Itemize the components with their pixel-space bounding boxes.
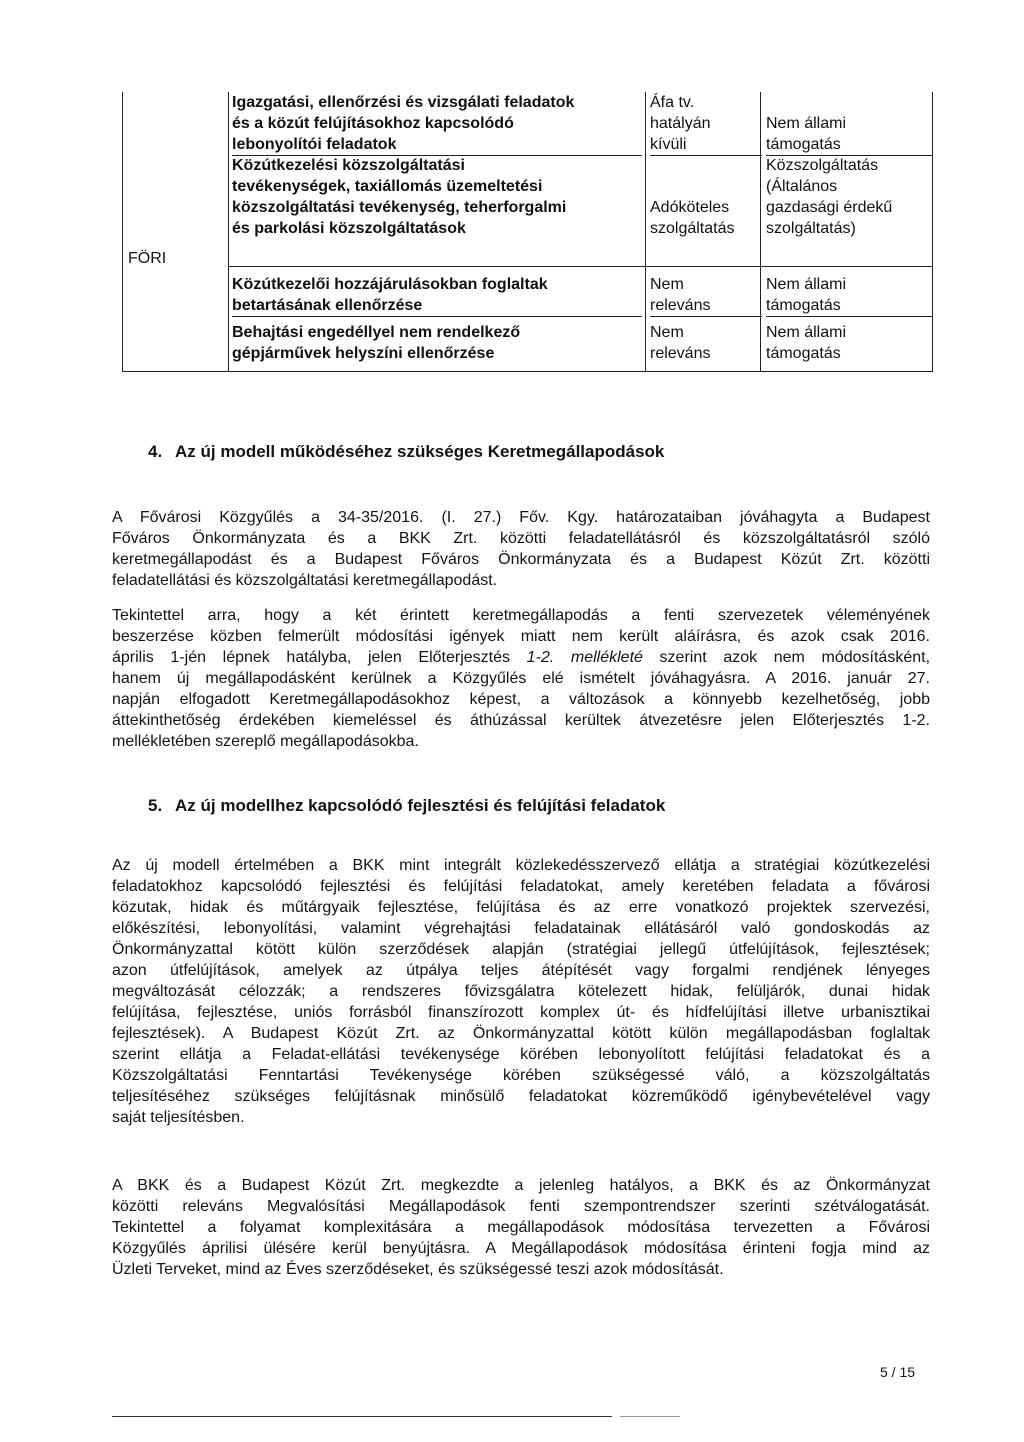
text-line: feladatellátási és közszolgáltatási keretmegállapodást. (112, 572, 498, 589)
text-line: Közgyűlés áprilisi ülésére kerül benyújtásra. A Megállapodások módosítása érinteni fogja mind az (112, 1240, 930, 1257)
text-line: mellékletében szereplő megállapodásokba. (112, 733, 419, 750)
text-line: Az új modell értelmében a BKK mint integrált közlekedésszervező ellátja a stratégiai közútkezelési (112, 857, 930, 874)
table-row-separator (645, 266, 761, 267)
cell-line: szolgáltatás (650, 220, 735, 237)
section-5-paragraph-1 (112, 855, 930, 1128)
text-line: hanem új megállapodásként kerülnek a Közgyűlés elé ismételt jóváhagyásra. A 2016. január 27. (112, 670, 930, 687)
text-line: beszerzése közben felmerült módosítási igények miatt nem került aláírásra, és azok csak 2016. (112, 628, 930, 645)
cell-line: Áfa tv. (650, 94, 695, 111)
text-line: felújítása, fejlesztése, uniós forrásból finanszírozott komplex út- és hídfelújítási illetve urbanisztikai (112, 1004, 930, 1021)
text-segment: április 1-jén lépnek hatályba, jelen Előterjesztés (112, 649, 527, 666)
cell-line: gépjárművek helyszíni ellenőrzése (232, 345, 495, 362)
text-line: közutak, hidak és műtárgyaik fejlesztése, felújítása és az erre vonatkozó projektek szervezési, (112, 899, 930, 916)
table-cell-task (232, 155, 566, 239)
text-line: keretmegállapodást és a Budapest Főváros Önkormányzata és a Budapest Közút Zrt. közötti (112, 551, 930, 568)
text-line: teljesítéséhez szükséges felújításnak minősülő feladatokat közreműködő igénybevételével vagy (112, 1088, 930, 1105)
text-line: megváltozását célozzák; a rendszeres fővizsgálatra kötelezett hidak, felüljárók, dunai hidak (112, 983, 930, 1000)
footer-rule-faint (620, 1416, 680, 1417)
text-line: Tekintettel a folyamat komplexitására a megállapodások módosítása tervezetten a Fővárosi (112, 1219, 930, 1236)
table-cell-task (232, 274, 642, 317)
cell-line: Nem (650, 324, 684, 341)
text-line (112, 647, 930, 668)
text-line: Közszolgáltatási Fenntartási Tevékenysége körében szükségessé váló, a közszolgáltatás (112, 1067, 930, 1084)
text-line: fejlesztések). A Budapest Közút Zrt. az Önkormányzattal kötött külön megállapodásban foglaltak (112, 1025, 930, 1042)
text-line: közötti releváns Megvalósítási Megállapodások fenti szempontrendszer szerinti szétválogatását. (112, 1198, 930, 1215)
section-title: Az új modell működéséhez szükséges Keretmegállapodások (175, 442, 665, 461)
text-line: előkészítési, lebonyolítási, valamint végrehajtási feladatainak ellátásáról való gondoskodás az (112, 920, 930, 937)
text-line: szerint ellátja a Feladat-ellátási tevékenysége körében lebonyolított felújítási feladatokat és a (112, 1046, 930, 1063)
cell-line: Közszolgáltatás (766, 157, 879, 174)
section-title: Az új modellhez kapcsolódó fejlesztési és felújítási feladatok (175, 796, 666, 815)
table-border-left (122, 92, 123, 372)
section-number: 5. (148, 796, 163, 815)
text-line: azon útfelújítások, amelyek az útpálya teljes átépítését vagy forgalmi rendjének lényeges (112, 962, 930, 979)
text-line: Üzleti Terveket, mind az Éves szerződéseket, és szükségessé teszi azok módosítását. (112, 1261, 724, 1278)
text-line: napján elfogadott Keretmegállapodásokhoz képest, a változások a könnyebb kezelhetőség, jobb (112, 691, 930, 708)
row-header-fori: FÖRI (128, 250, 167, 267)
cell-line: releváns (650, 345, 711, 362)
table-cell-aid (766, 322, 846, 364)
text-line: Főváros Önkormányzata és a BKK Zrt. közötti feladatellátásról és közszolgáltatásról szóló (112, 530, 930, 547)
cell-line: Adóköteles (650, 199, 730, 216)
section-4-paragraph-1 (112, 507, 930, 591)
table-cell-vat (650, 322, 710, 364)
cell-line: támogatás (766, 345, 841, 362)
text-segment-italic: 1-2. mellékleté (526, 649, 643, 666)
cell-line: kívüli (650, 134, 762, 156)
text-line: A BKK és a Budapest Közút Zrt. megkezdte a jelenleg hatályos, a BKK és az Önkormányzat (112, 1177, 930, 1194)
section-5-heading (148, 795, 665, 817)
cell-line: releváns (650, 295, 762, 317)
cell-line: Igazgatási, ellenőrzési és vizsgálati feladatok (232, 94, 575, 111)
table-cell-aid (766, 274, 932, 317)
text-line: saját teljesítésben. (112, 1109, 245, 1126)
footer-rule (112, 1416, 612, 1417)
table-cell-vat (650, 92, 762, 156)
table-row-separator (760, 266, 933, 267)
text-segment: szerint azok nem módosításként, (642, 649, 930, 666)
cell-line: és parkolási közszolgáltatások (232, 220, 466, 237)
cell-line: Nem állami (766, 115, 847, 132)
cell-line: támogatás (766, 295, 932, 317)
cell-line: (Általános (766, 178, 838, 195)
cell-line: és a közút felújításokhoz kapcsolódó (232, 115, 514, 132)
table-row-separator (228, 266, 646, 267)
text-line: feladatokhoz kapcsolódó fejlesztési és felújítási feladatokat, amely keretében feladata a fővárosi (112, 878, 930, 895)
text-line: Tekintettel arra, hogy a két érintett keretmegállapodás a fenti szervezetek véleményének (112, 607, 930, 624)
table-divider-2 (645, 92, 646, 372)
page-number: 5 / 15 (880, 1364, 916, 1380)
cell-line: Behajtási engedéllyel nem rendelkező (232, 324, 521, 341)
cell-line: szolgáltatás) (766, 220, 856, 237)
section-4-paragraph-2 (112, 605, 930, 752)
cell-line: Nem állami (766, 324, 847, 341)
cell-line: betartásának ellenőrzése (232, 295, 642, 317)
cell-line: közszolgáltatási tevékenység, teherforgalmi (232, 199, 567, 216)
table-border-bottom (122, 371, 933, 372)
table-cell-task (232, 92, 642, 156)
table-cell-aid (766, 113, 932, 156)
section-number: 4. (148, 442, 163, 461)
table-cell-task (232, 322, 520, 364)
cell-line: gazdasági érdekű (766, 199, 893, 216)
text-line: A Fővárosi Közgyűlés a 34-35/2016. (I. 27.) Főv. Kgy. határozataiban jóváhagyta a Budapest (112, 509, 930, 526)
cell-line: Nem (650, 276, 684, 293)
section-4-heading (148, 441, 664, 463)
table-cell-vat (650, 197, 735, 239)
section-5-paragraph-2 (112, 1175, 930, 1280)
table-cell-vat (650, 274, 762, 317)
cell-line: lebonyolítói feladatok (232, 134, 642, 156)
table-border-right (932, 92, 933, 372)
cell-line: támogatás (766, 134, 932, 156)
text-line: áttekinthetőség érdekében kiemeléssel és áthúzással kerültek átvezetésre jelen Előterjesztés 1-2. (112, 712, 930, 729)
table-divider-1 (228, 92, 229, 372)
table-cell-aid (766, 155, 892, 239)
cell-line: tevékenységek, taxiállomás üzemeltetési (232, 178, 543, 195)
cell-line: Közútkezelői hozzájárulásokban foglaltak (232, 276, 548, 293)
cell-line: Közútkezelési közszolgáltatási (232, 157, 465, 174)
cell-line: Nem állami (766, 276, 847, 293)
cell-line: hatályán (650, 115, 711, 132)
text-line: Önkormányzattal kötött külön szerződések alapján (stratégiai jellegű útfelújítások, fejlesztések; (112, 941, 930, 958)
